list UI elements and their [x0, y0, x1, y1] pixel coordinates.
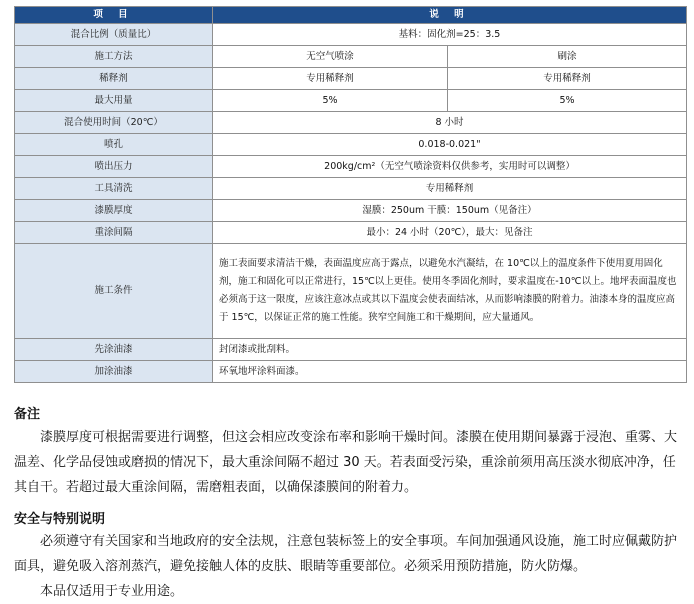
row-value: 8 小时 — [213, 112, 687, 134]
row-value: 湿膜：250um 干膜：150um（见备注） — [213, 200, 687, 222]
table-row — [15, 244, 687, 339]
row-label: 工具清洗 — [15, 178, 213, 200]
row-label: 施工方法 — [15, 46, 213, 68]
row-value-brush: 专用稀释剂 — [448, 68, 687, 90]
table-row — [15, 200, 687, 222]
row-value-airless: 5% — [213, 90, 448, 112]
spec-table — [14, 6, 687, 383]
row-label: 最大用量 — [15, 90, 213, 112]
row-value-brush: 刷涂 — [448, 46, 687, 68]
row-label: 喷出压力 — [15, 156, 213, 178]
row-value: 环氧地坪涂料面漆。 — [213, 361, 687, 383]
remarks-section — [14, 403, 686, 500]
table-row — [15, 339, 687, 361]
table-row — [15, 156, 687, 178]
table-row — [15, 134, 687, 156]
row-value: 封闭漆或批刮料。 — [213, 339, 687, 361]
table-row — [15, 361, 687, 383]
row-value-airless: 专用稀释剂 — [213, 68, 448, 90]
table-row — [15, 68, 687, 90]
table-row — [15, 222, 687, 244]
safety-text: 必须遵守有关国家和当地政府的安全法规，注意包装标签上的安全事项。车间加强通风设施，施工时应佩戴防护面具，避免吸入溶剂蒸汽，避免接触人体的皮肤、眼睛等重要部位。必须采用预防措施，防火防爆。 — [14, 534, 678, 574]
row-label: 加涂油漆 — [15, 361, 213, 383]
row-value: 0.018-0.021" — [213, 134, 687, 156]
remarks-text: 漆膜厚度可根据需要进行调整，但这会相应改变涂布率和影响干燥时间。漆膜在使用期间暴露于浸泡、重雾、大温差、化学品侵蚀或磨损的情况下，最大重涂间隔不超过 30 天。若表面受污染，重涂前须用高压淡水彻底冲净，任其自干。若超过最大重涂间隔，需磨粗表面，以确保漆膜间的附着力。 — [14, 430, 678, 495]
row-value: 200kg/cm²（无空气喷涂资料仅供参考，实用时可以调整） — [213, 156, 687, 178]
row-label: 稀释剂 — [15, 68, 213, 90]
row-label: 喷孔 — [15, 134, 213, 156]
row-value-airless: 无空气喷涂 — [213, 46, 448, 68]
table-row — [15, 178, 687, 200]
row-value: 最小：24 小时（20℃），最大：见备注 — [213, 222, 687, 244]
row-label: 施工条件 — [15, 244, 213, 339]
row-value: 专用稀释剂 — [213, 178, 687, 200]
safety-note: 本品仅适用于专业用途。 — [40, 584, 184, 599]
table-row — [15, 46, 687, 68]
safety-section — [14, 508, 686, 604]
row-label: 先涂油漆 — [15, 339, 213, 361]
remarks-title: 备注 — [14, 407, 41, 422]
table-row — [15, 112, 687, 134]
table-row — [15, 90, 687, 112]
table-header-row — [15, 7, 687, 24]
row-value-brush: 5% — [448, 90, 687, 112]
row-value: 基料：固化剂=25：3.5 — [213, 24, 687, 46]
table-row — [15, 24, 687, 46]
safety-title: 安全与特别说明 — [14, 512, 106, 527]
header-desc: 说 明 — [213, 7, 687, 24]
header-item: 项 目 — [15, 7, 213, 24]
row-label: 漆膜厚度 — [15, 200, 213, 222]
row-label: 重涂间隔 — [15, 222, 213, 244]
row-label: 混合比例（质量比） — [15, 24, 213, 46]
row-value: 施工表面要求清洁干燥，表面温度应高于露点，以避免水汽凝结，在 10℃以上的温度条件下使用夏用固化剂，施工和固化可以正常进行，15℃以上更佳。使用冬季固化剂时，要求温度在-10℃以上。地坪表面温度也必须高于这一限度，应该注意冰点或其以下温度会使表面结冰，从而影响漆膜的附着力。油漆本身的温度应高于 15℃，以保证正常的施工性能。狭窄空间施工和干燥期间，应大量通风。 — [213, 244, 687, 339]
row-label: 混合使用时间（20℃） — [15, 112, 213, 134]
